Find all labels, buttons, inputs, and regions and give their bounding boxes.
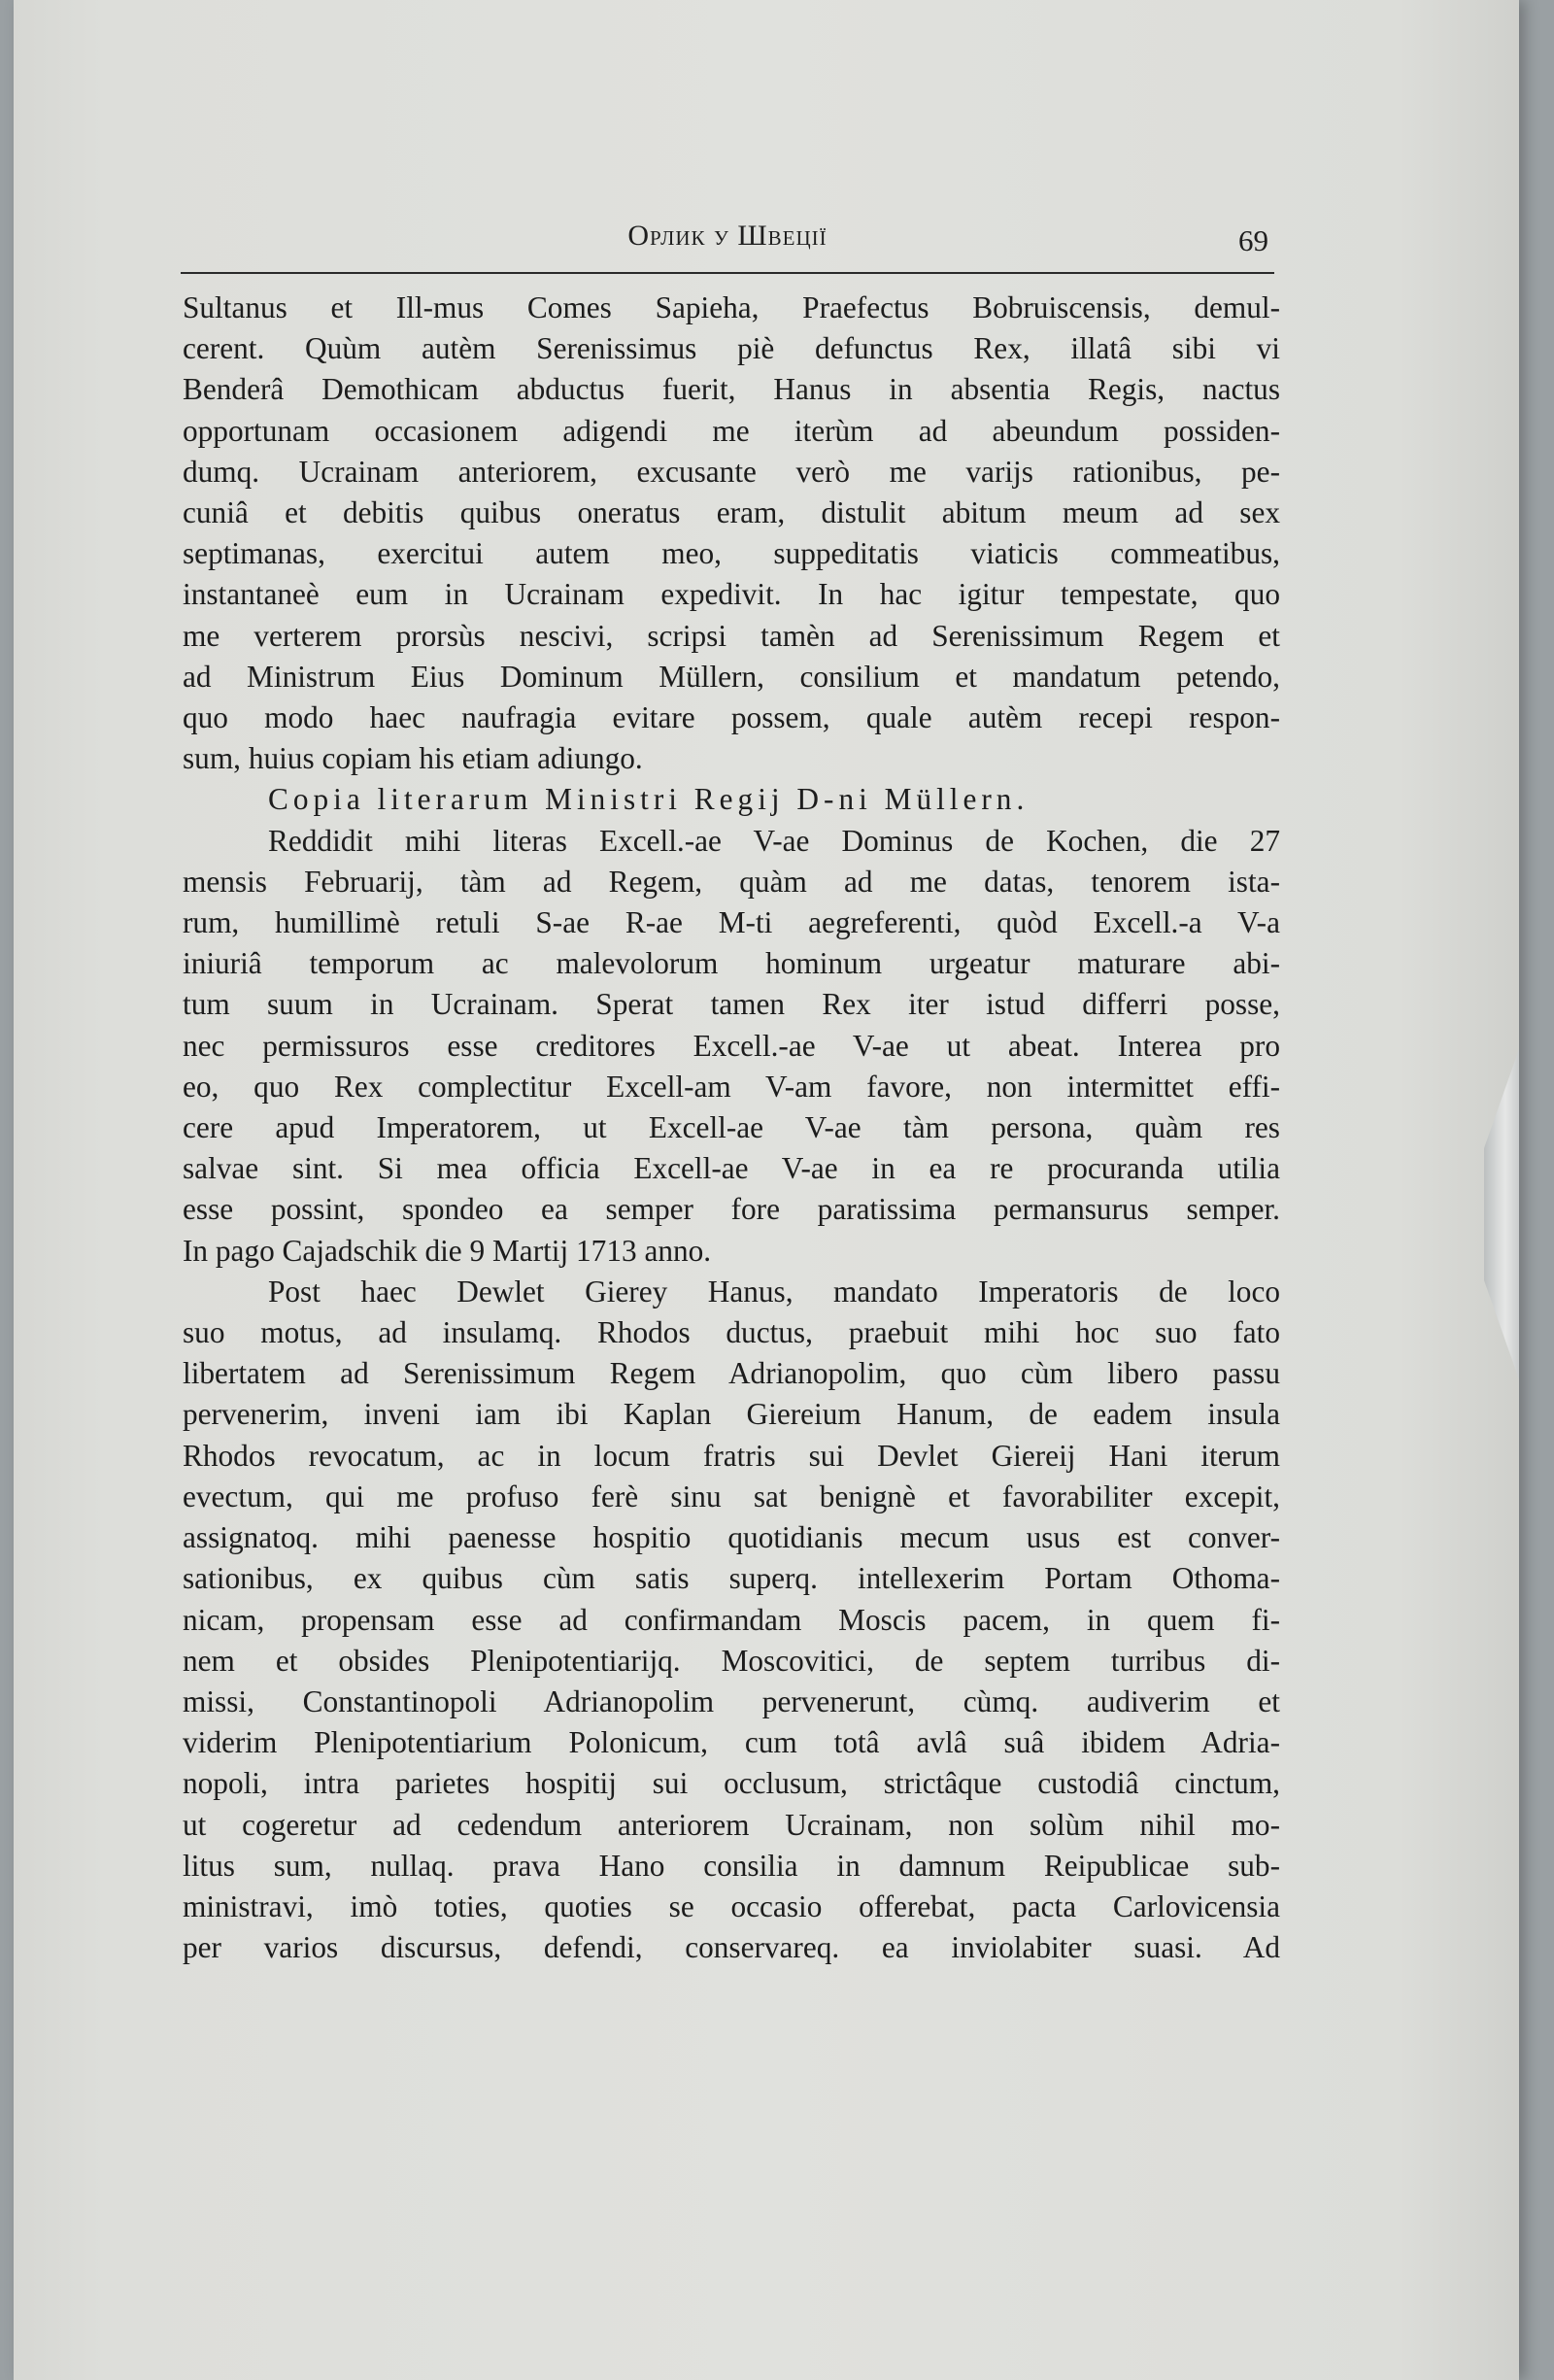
text-line: litus sum, nullaq. prava Hano consilia in damnum Reipublicae sub-: [183, 1848, 1280, 1883]
running-title: Орлик у Швеції: [627, 220, 828, 252]
text-line: dumq. Ucrainam anteriorem, excusante verò me varijs rationibus, pe-: [183, 454, 1280, 489]
text-line: suo motus, ad insulamq. Rhodos ductus, praebuit mihi hoc suo fato: [183, 1315, 1280, 1350]
text-line: mensis Februarij, tàm ad Regem, quàm ad me datas, tenorem ista-: [183, 864, 1280, 899]
text-line: tum suum in Ucrainam. Sperat tamen Rex iter istud differri posse,: [183, 987, 1280, 1022]
text-line: instantaneè eum in Ucrainam expedivit. In hac igitur tempestate, quo: [183, 577, 1280, 612]
text-line: iniuriâ temporum ac malevolorum hominum urgeatur maturare abi-: [183, 946, 1280, 981]
text-line: nopoli, intra parietes hospitij sui occlusum, strictâque custodiâ cinctum,: [183, 1766, 1280, 1801]
text-line: viderim Plenipotentiarium Polonicum, cum totâ avlâ suâ ibidem Adria-: [183, 1725, 1280, 1760]
folded-page-edge: [1484, 1049, 1519, 1379]
body-text: [183, 288, 1280, 1968]
text-line: Sultanus et Ill-mus Comes Sapieha, Praefectus Bobruiscensis, demul-: [183, 290, 1280, 324]
text-line: sum, huius copiam his etiam adiungo.: [183, 741, 643, 776]
text-line: evectum, qui me profuso ferè sinu sat benignè et favorabiliter excepit,: [183, 1479, 1280, 1513]
text-line: eo, quo Rex complectitur Excell-am V-am favore, non intermittet effi-: [183, 1069, 1280, 1104]
text-line: assignatoq. mihi paenesse hospitio quotidianis mecum usus est conver-: [183, 1520, 1280, 1555]
text-line: pervenerim, inveni iam ibi Kaplan Giereium Hanum, de eadem insula: [183, 1397, 1280, 1432]
page-number: 69: [1238, 223, 1268, 257]
text-line: nec permissuros esse creditores Excell.-ae V-ae ut abeat. Interea pro: [183, 1028, 1280, 1063]
text-line: cuniâ et debitis quibus oneratus eram, distulit abitum meum ad sex: [183, 495, 1280, 530]
text-line: esse possint, spondeo ea semper fore paratissima permansurus semper.: [183, 1192, 1280, 1227]
text-line: nicam, propensam esse ad confirmandam Moscis pacem, in quem fi-: [183, 1602, 1280, 1637]
text-line: Rhodos revocatum, ac in locum fratris sui Devlet Giereij Hani iterum: [183, 1438, 1280, 1473]
text-line: libertatem ad Serenissimum Regem Adrianopolim, quo cùm libero passu: [183, 1356, 1280, 1391]
running-header: [181, 216, 1274, 274]
text-line: Benderâ Demothicam abductus fuerit, Hanus in absentia Regis, nactus: [183, 372, 1280, 407]
text-line: cere apud Imperatorem, ut Excell-ae V-ae tàm persona, quàm res: [183, 1110, 1280, 1145]
text-line: salvae sint. Si mea officia Excell-ae V-ae in ea re procuranda utilia: [183, 1151, 1280, 1186]
section-heading: Copia literarum Ministri Regij D-ni Müllern.: [268, 782, 1030, 817]
text-line: nem et obsides Plenipotentiarijq. Moscovitici, de septem turribus di-: [183, 1643, 1280, 1678]
text-line: sationibus, ex quibus cùm satis superq. intellexerim Portam Othoma-: [183, 1561, 1280, 1596]
text-line: opportunam occasionem adigendi me iterùm ad abeundum possiden-: [183, 413, 1280, 448]
text-line: missi, Constantinopoli Adrianopolim pervenerunt, cùmq. audiverim et: [183, 1683, 1280, 1718]
text-line: me verterem prorsùs nescivi, scripsi tamèn ad Serenissimum Regem et: [183, 618, 1280, 653]
text-line: ad Ministrum Eius Dominum Müllern, consilium et mandatum petendo,: [183, 659, 1280, 694]
text-line: Reddidit mihi literas Excell.-ae V-ae Dominus de Kochen, die 27: [268, 823, 1280, 858]
text-line: In pago Cajadschik die 9 Martij 1713 anno.: [183, 1233, 712, 1268]
text-line: Post haec Dewlet Gierey Hanus, mandato Imperatoris de loco: [268, 1274, 1280, 1309]
text-line: per varios discursus, defendi, conservareq. ea inviolabiter suasi. Ad: [183, 1930, 1280, 1965]
text-line: quo modo haec naufragia evitare possem, quale autèm recepi respon-: [183, 700, 1280, 735]
text-line: cerent. Quùm autèm Serenissimus piè defunctus Rex, illatâ sibi vi: [183, 331, 1280, 366]
text-line: ministravi, imò toties, quoties se occasio offerebat, pacta Carlovicensia: [183, 1888, 1280, 1923]
text-line: rum, humillimè retuli S-ae R-ae M-ti aegreferenti, quòd Excell.-a V-a: [183, 905, 1280, 940]
text-line: septimanas, exercitui autem meo, suppeditatis viaticis commeatibus,: [183, 536, 1280, 571]
text-line: ut cogeretur ad cedendum anteriorem Ucrainam, non solùm nihil mo-: [183, 1807, 1280, 1842]
